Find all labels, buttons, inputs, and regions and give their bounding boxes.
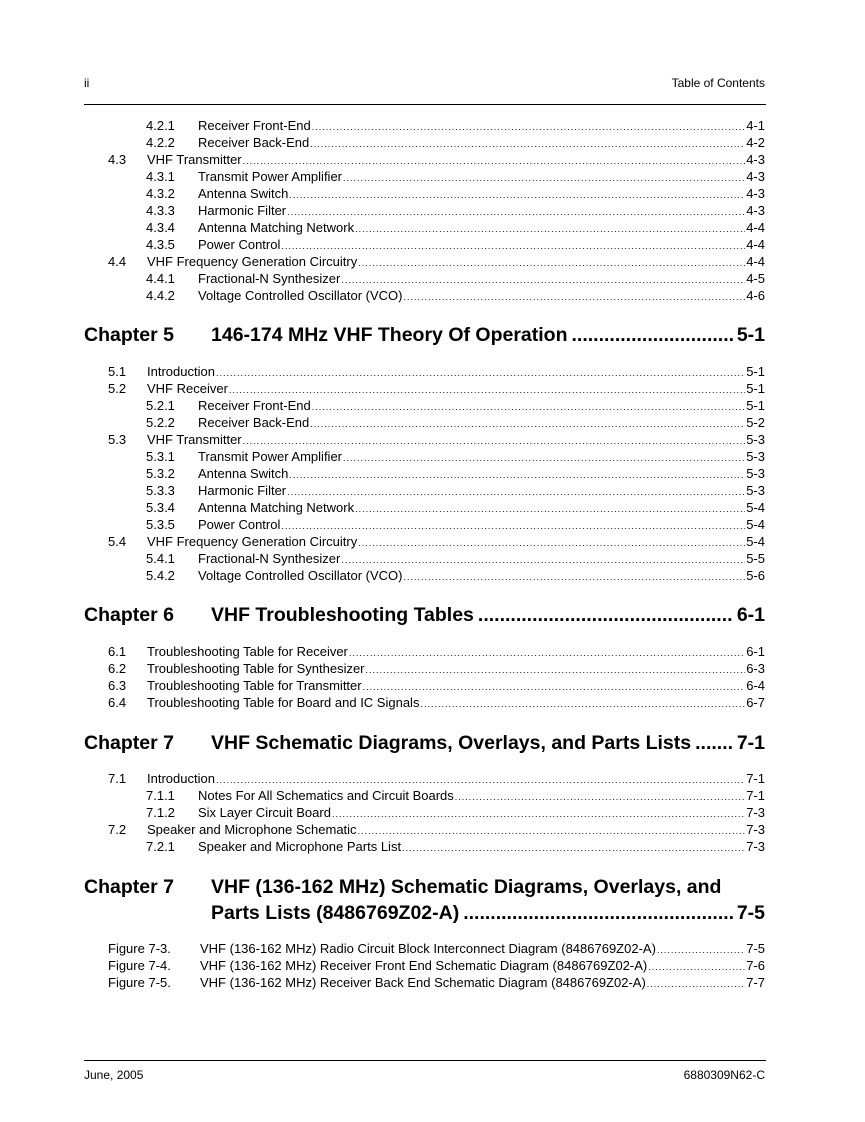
dot-leader <box>402 840 745 857</box>
chapter-title: VHF Troubleshooting Tables <box>211 604 474 626</box>
dot-leader <box>403 569 745 586</box>
toc-entry-number: 5.4 <box>108 534 127 549</box>
toc-entry[interactable] <box>146 270 765 287</box>
toc-entry[interactable] <box>108 677 765 694</box>
toc-entry-title: Fractional-N Synthesizer <box>198 271 341 286</box>
toc-entry-number: 4.4 <box>108 254 127 269</box>
toc-entry[interactable] <box>108 957 765 974</box>
chapter-title-line2: Parts Lists (8486769Z02-A) <box>211 902 460 924</box>
toc-entry[interactable] <box>146 482 765 499</box>
toc-entry-number: 5.3.1 <box>146 449 175 464</box>
toc-entry-number: 5.1 <box>108 364 127 379</box>
toc-entry-number: 5.3.4 <box>146 500 175 515</box>
toc-entry-page: 5-3 <box>746 449 765 464</box>
chapter-title: VHF Schematic Diagrams, Overlays, and Parts Lists <box>211 732 692 754</box>
dot-leader <box>420 696 745 713</box>
toc-entry-title: Antenna Switch <box>198 186 289 201</box>
toc-entry-page: 4-4 <box>746 237 765 252</box>
toc-entry[interactable] <box>146 287 765 304</box>
toc-entry-number: 4.4.2 <box>146 288 175 303</box>
toc-entry-number: 5.2 <box>108 381 127 396</box>
toc-entry-title: Antenna Matching Network <box>198 220 355 235</box>
toc-entry-title: VHF Frequency Generation Circuitry <box>147 254 358 269</box>
chapter-label: Chapter 7 <box>84 876 174 898</box>
chapter-label: Chapter 6 <box>84 604 174 626</box>
toc-entry-number: Figure 7-5. <box>108 975 171 990</box>
toc-entry-number: 4.2.2 <box>146 135 175 150</box>
running-header: Table of Contents <box>671 76 765 90</box>
toc-entry[interactable] <box>108 974 765 991</box>
toc-entry-number: 4.4.1 <box>146 271 175 286</box>
toc-entry-title: Receiver Back-End <box>198 415 310 430</box>
toc-entry-title: Troubleshooting Table for Synthesizer <box>147 661 365 676</box>
toc-entry-number: 6.2 <box>108 661 127 676</box>
toc-entry-title: VHF Frequency Generation Circuitry <box>147 534 358 549</box>
toc-entry-title: Power Control <box>198 517 281 532</box>
toc-entry-page: 5-1 <box>746 381 765 396</box>
toc-entry-page: 5-6 <box>746 568 765 583</box>
dot-leader <box>695 730 733 756</box>
toc-entry[interactable] <box>146 465 765 482</box>
toc-entry-page: 5-1 <box>746 364 765 379</box>
footer-date: June, 2005 <box>84 1068 144 1082</box>
toc-entry-number: 4.3.4 <box>146 220 175 235</box>
toc-entry-title: Introduction <box>147 364 215 379</box>
toc-entry-page: 6-1 <box>746 644 765 659</box>
toc-entry-title: Speaker and Microphone Schematic <box>147 822 357 837</box>
toc-entry[interactable] <box>146 499 765 516</box>
toc-entry-number: 4.3.1 <box>146 169 175 184</box>
toc-entry-page: 5-2 <box>746 415 765 430</box>
toc-entry-number: 5.3.3 <box>146 483 175 498</box>
toc-entry[interactable] <box>108 253 765 270</box>
toc-entry-number: 5.4.1 <box>146 551 175 566</box>
toc-entry[interactable] <box>146 838 765 855</box>
toc-entry-number: 5.2.2 <box>146 415 175 430</box>
toc-entry-page: 4-2 <box>746 135 765 150</box>
toc-entry-number: 4.3.5 <box>146 237 175 252</box>
toc-entry-number: 7.1.2 <box>146 805 175 820</box>
header-rule <box>84 104 766 105</box>
toc-entry-page: 7-1 <box>746 788 765 803</box>
toc-entry-title: Speaker and Microphone Parts List <box>198 839 402 854</box>
toc-entry-number: 7.2 <box>108 822 127 837</box>
toc-entry-number: 5.3.2 <box>146 466 175 481</box>
toc-entry-title: VHF (136-162 MHz) Radio Circuit Block Interconnect Diagram (8486769Z02-A) <box>200 941 656 956</box>
toc-entry-number: 5.4.2 <box>146 568 175 583</box>
toc-entry-title: Troubleshooting Table for Board and IC Signals <box>147 695 420 710</box>
toc-entry[interactable] <box>146 397 765 414</box>
toc-entry[interactable] <box>108 380 765 397</box>
toc-entry[interactable] <box>146 414 765 431</box>
toc-entry-title: VHF (136-162 MHz) Receiver Back End Schematic Diagram (8486769Z02-A) <box>200 975 646 990</box>
toc-entry[interactable] <box>108 643 765 660</box>
toc-entry[interactable] <box>108 533 765 550</box>
toc-entry[interactable] <box>146 804 765 821</box>
toc-entry-title: VHF Receiver <box>147 381 228 396</box>
dot-leader <box>463 900 733 926</box>
toc-entry-page: 6-4 <box>746 678 765 693</box>
toc-entry-number: Figure 7-3. <box>108 941 171 956</box>
toc-entry-page: 4-1 <box>746 118 765 133</box>
toc-entry-page: 4-4 <box>746 220 765 235</box>
toc-entry-page: 5-3 <box>746 483 765 498</box>
chapter-label: Chapter 7 <box>84 732 174 754</box>
toc-entry[interactable] <box>146 567 765 584</box>
toc-entry-number: Figure 7-4. <box>108 958 171 973</box>
toc-entry-page: 4-3 <box>746 186 765 201</box>
toc-entry-number: 4.3 <box>108 152 127 167</box>
toc-entry[interactable] <box>108 821 765 838</box>
toc-entry-title: Harmonic Filter <box>198 483 287 498</box>
toc-entry[interactable] <box>108 363 765 380</box>
toc-entry-number: 7.1 <box>108 771 127 786</box>
toc-entry-page: 7-1 <box>746 771 765 786</box>
toc-entry-title: Receiver Front-End <box>198 398 311 413</box>
toc-entry-title: Fractional-N Synthesizer <box>198 551 341 566</box>
toc-entry[interactable] <box>146 236 765 253</box>
toc-entry-title: Six Layer Circuit Board <box>198 805 331 820</box>
toc-entry[interactable] <box>146 117 765 134</box>
toc-entry-page: 5-4 <box>746 517 765 532</box>
toc-entry-title: Power Control <box>198 237 281 252</box>
toc-entry-title: VHF Transmitter <box>147 432 242 447</box>
footer-rule <box>84 1060 766 1061</box>
toc-entry-title: Receiver Front-End <box>198 118 311 133</box>
toc-entry-title: Transmit Power Amplifier <box>198 449 342 464</box>
toc-entry-number: 6.4 <box>108 695 127 710</box>
chapter-title-line1: VHF (136-162 MHz) Schematic Diagrams, Overlays, and <box>211 876 722 898</box>
toc-entry[interactable] <box>146 219 765 236</box>
toc-entry[interactable] <box>108 151 765 168</box>
toc-entry[interactable] <box>146 202 765 219</box>
toc-entry-title: Antenna Matching Network <box>198 500 355 515</box>
chapter-heading[interactable] <box>84 602 765 628</box>
toc-entry-title: Antenna Switch <box>198 466 289 481</box>
toc-entry-page: 6-7 <box>746 695 765 710</box>
chapter-label: Chapter 5 <box>84 324 174 346</box>
toc-entry-title: Harmonic Filter <box>198 203 287 218</box>
toc-entry-page: 7-3 <box>746 805 765 820</box>
toc-entry-page: 5-1 <box>746 398 765 413</box>
toc-entry[interactable] <box>146 516 765 533</box>
chapter-heading[interactable] <box>84 322 765 348</box>
toc-entry-page: 7-6 <box>746 958 765 973</box>
toc-entry-page: 7-3 <box>746 839 765 854</box>
toc-entry-number: 7.1.1 <box>146 788 175 803</box>
toc-entry[interactable] <box>146 168 765 185</box>
chapter-heading[interactable] <box>84 730 765 756</box>
toc-entry-title: Voltage Controlled Oscillator (VCO) <box>198 288 403 303</box>
toc-entry[interactable] <box>108 660 765 677</box>
toc-entry-page: 5-3 <box>746 432 765 447</box>
toc-entry[interactable] <box>146 550 765 567</box>
toc-entry-title: VHF (136-162 MHz) Receiver Front End Schematic Diagram (8486769Z02-A) <box>200 958 648 973</box>
chapter-heading[interactable] <box>84 874 765 926</box>
toc-entry-title: Receiver Back-End <box>198 135 310 150</box>
toc-entry-number: 5.2.1 <box>146 398 175 413</box>
toc-entry-page: 4-6 <box>746 288 765 303</box>
toc-entry-page: 4-3 <box>746 152 765 167</box>
toc-entry-page: 7-7 <box>746 975 765 990</box>
toc-entry-page: 4-3 <box>746 203 765 218</box>
chapter-page: 5-1 <box>736 324 765 346</box>
toc-entry-title: Notes For All Schematics and Circuit Boards <box>198 788 454 803</box>
chapter-page: 7-1 <box>736 732 765 754</box>
toc-entry-title: Voltage Controlled Oscillator (VCO) <box>198 568 403 583</box>
toc-entry-title: Introduction <box>147 771 215 786</box>
toc-entry-number: 5.3 <box>108 432 127 447</box>
toc-entry-page: 5-4 <box>746 534 765 549</box>
toc-entry-title: Transmit Power Amplifier <box>198 169 342 184</box>
toc-entry-page: 5-3 <box>746 466 765 481</box>
toc-entry-number: 7.2.1 <box>146 839 175 854</box>
toc-entry[interactable] <box>108 431 765 448</box>
toc-entry[interactable] <box>146 787 765 804</box>
toc-entry-number: 6.3 <box>108 678 127 693</box>
toc-entry[interactable] <box>108 940 765 957</box>
toc-entry-page: 7-3 <box>746 822 765 837</box>
toc-entry-page: 4-4 <box>746 254 765 269</box>
toc-entry-page: 4-3 <box>746 169 765 184</box>
toc-entry-page: 5-5 <box>746 551 765 566</box>
dot-leader <box>572 322 733 348</box>
toc-entry-number: 6.1 <box>108 644 127 659</box>
dot-leader <box>647 976 745 993</box>
toc-entry-page: 5-4 <box>746 500 765 515</box>
toc-entry[interactable] <box>146 134 765 151</box>
toc-entry[interactable] <box>146 448 765 465</box>
toc-entry-page: 6-3 <box>746 661 765 676</box>
toc-entry-page: 7-5 <box>746 941 765 956</box>
toc-entry-number: 4.2.1 <box>146 118 175 133</box>
toc-entry-title: VHF Transmitter <box>147 152 242 167</box>
toc-entry-page: 4-5 <box>746 271 765 286</box>
toc-entry-number: 4.3.2 <box>146 186 175 201</box>
chapter-title: 146-174 MHz VHF Theory Of Operation <box>211 324 568 346</box>
dot-leader <box>478 602 733 628</box>
toc-entry[interactable] <box>108 694 765 711</box>
chapter-page: 6-1 <box>736 604 765 626</box>
chapter-page: 7-5 <box>736 902 765 924</box>
toc-entry-title: Troubleshooting Table for Receiver <box>147 644 348 659</box>
footer-doc-number: 6880309N62-C <box>683 1068 765 1082</box>
toc-entry-number: 5.3.5 <box>146 517 175 532</box>
dot-leader <box>403 289 745 306</box>
toc-entry-title: Troubleshooting Table for Transmitter <box>147 678 362 693</box>
page-number: ii <box>84 76 90 90</box>
toc-entry[interactable] <box>146 185 765 202</box>
toc-entry[interactable] <box>108 770 765 787</box>
toc-entry-number: 4.3.3 <box>146 203 175 218</box>
